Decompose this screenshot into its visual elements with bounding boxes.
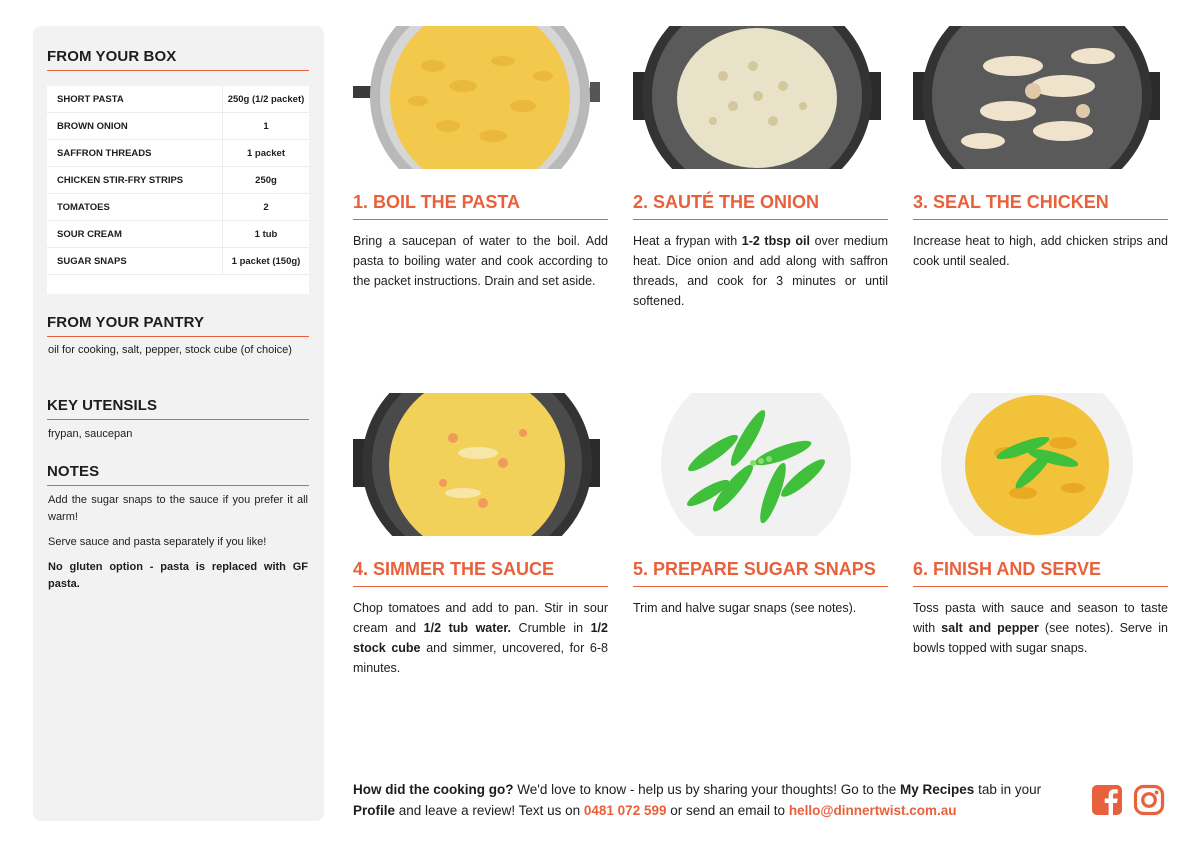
table-row [47, 248, 309, 275]
step-text-part: Increase heat to high, add chicken strips and cook until sealed. [913, 234, 1168, 268]
step-text [353, 598, 608, 678]
footer-text: We'd love to know - help us by sharing your thoughts! Go to the [513, 782, 901, 797]
footer-text: and leave a review! Text us on [395, 803, 584, 818]
ingredient-qty: 1 [222, 113, 309, 139]
sauce-frypan-photo [353, 393, 608, 536]
step-text-part: and simmer, uncovered, for 6-8 minutes. [353, 641, 608, 675]
step-2 [633, 26, 888, 316]
ingredient-name: SUGAR SNAPS [57, 255, 127, 267]
ingredient-name: SOUR CREAM [57, 228, 122, 240]
feedback-question: How did the cooking go? [353, 782, 514, 797]
step-text-part: Heat a frypan with [633, 234, 742, 248]
note-item: Serve sauce and pasta separately if you like! [48, 536, 267, 548]
table-row [47, 221, 309, 248]
utensils-text [48, 426, 308, 451]
footer-text: or send an email to [666, 803, 789, 818]
table-row [47, 140, 309, 167]
step-text-bold: 1/2 stock cube [353, 621, 608, 655]
from-your-pantry-heading: FROM YOUR PANTRY [47, 314, 309, 337]
my-recipes-link[interactable]: My Recipes [900, 782, 975, 797]
ingredient-qty: 1 tub [222, 221, 309, 247]
feedback-footer [353, 779, 1073, 821]
notes-text [48, 492, 308, 601]
sugar-snaps-photo [633, 393, 888, 536]
ingredient-qty: 250g [222, 167, 309, 193]
ingredient-qty: 2 [222, 194, 309, 220]
step-text-part: Crumble in [511, 621, 591, 635]
from-your-box-heading: FROM YOUR BOX [47, 48, 309, 71]
note-item: Add the sugar snaps to the sauce if you prefer it all warm! [48, 494, 308, 523]
box-ingredients-table [47, 86, 309, 294]
step-6 [913, 393, 1168, 683]
step-title: 2. SAUTÉ THE ONION [633, 192, 888, 220]
profile-link[interactable]: Profile [353, 803, 396, 818]
step-text-part: Toss pasta with sauce and season to taste with [913, 601, 1168, 635]
notes-heading: NOTES [47, 463, 309, 486]
step-4 [353, 393, 608, 683]
step-text [913, 231, 1168, 271]
ingredient-qty: 250g (1/2 packet) [222, 86, 309, 112]
instagram-icon[interactable] [1133, 784, 1165, 816]
step-text-part: Trim and halve sugar snaps (see notes). [633, 601, 857, 615]
ingredient-qty: 1 packet [222, 140, 309, 166]
onion-frypan-photo [633, 26, 888, 169]
pantry-list: oil for cooking, salt, pepper, stock cube (of choice) [48, 344, 292, 356]
phone-link[interactable]: 0481 072 599 [583, 803, 667, 818]
table-row [47, 86, 309, 113]
step-1 [353, 26, 608, 316]
ingredient-name: CHICKEN STIR-FRY STRIPS [57, 174, 184, 186]
step-text-part: Chop tomatoes and add to pan. Stir in sour cream and [353, 601, 608, 635]
step-text [633, 231, 888, 311]
step-text-bold: salt and pepper [941, 621, 1039, 635]
ingredients-sidebar [33, 26, 324, 821]
ingredient-qty: 1 packet (150g) [222, 248, 309, 274]
ingredient-name: BROWN ONION [57, 120, 128, 132]
ingredient-name: TOMATOES [57, 201, 110, 213]
table-row [47, 167, 309, 194]
step-title: 1. BOIL THE PASTA [353, 192, 608, 220]
step-text-bold: 1-2 tbsp oil [741, 234, 810, 248]
step-title: 5. PREPARE SUGAR SNAPS [633, 559, 888, 587]
step-text-part: Bring a saucepan of water to the boil. Add pasta to boiling water and cook according to the packet instructions. Drain and set aside. [353, 234, 608, 288]
step-text [353, 231, 608, 291]
ingredient-name: SHORT PASTA [57, 93, 124, 105]
step-text [913, 598, 1168, 658]
step-5 [633, 393, 888, 683]
footer-text: tab in your [974, 782, 1042, 797]
pantry-text [48, 342, 308, 367]
step-text [633, 598, 888, 618]
step-text-bold: 1/2 tub water. [423, 621, 512, 635]
step-title: 4. SIMMER THE SAUCE [353, 559, 608, 587]
pasta-pot-photo [353, 26, 608, 169]
facebook-icon[interactable] [1091, 784, 1123, 816]
step-3 [913, 26, 1168, 316]
table-row [47, 194, 309, 221]
ingredient-name: SAFFRON THREADS [57, 147, 152, 159]
finished-dish-photo [913, 393, 1168, 536]
step-title: 6. FINISH AND SERVE [913, 559, 1168, 587]
step-text-part: over medium heat. Dice onion and add along with saffron threads, and cook for 3 minutes or until softened. [633, 234, 888, 308]
note-item: No gluten option - pasta is replaced with GF pasta. [48, 561, 308, 590]
utensils-list: frypan, saucepan [48, 428, 133, 440]
email-link[interactable]: hello@dinnertwist.com.au [788, 803, 957, 818]
chicken-frypan-photo [913, 26, 1168, 169]
step-text-part: (see notes). Serve in bowls topped with sugar snaps. [913, 621, 1169, 655]
key-utensils-heading: KEY UTENSILS [47, 397, 309, 420]
step-title: 3. SEAL THE CHICKEN [913, 192, 1168, 220]
table-row [47, 113, 309, 140]
